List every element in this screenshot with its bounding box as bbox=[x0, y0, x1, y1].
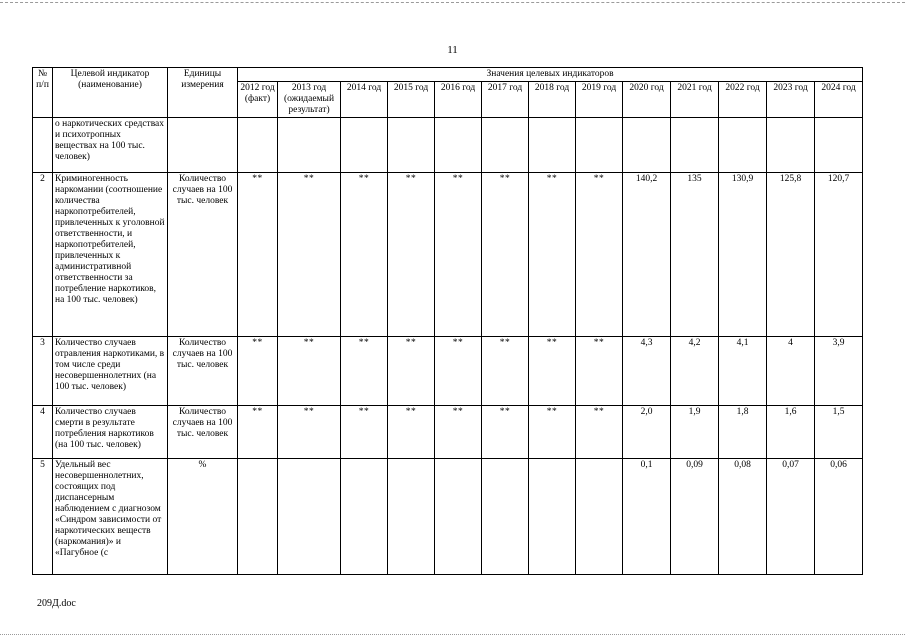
header-row-group bbox=[33, 68, 863, 82]
indicator-value: ** bbox=[529, 173, 576, 337]
header-year: 2019 год bbox=[576, 82, 623, 118]
indicator-value bbox=[435, 118, 482, 173]
row-number: 5 bbox=[33, 459, 53, 575]
indicator-value: ** bbox=[388, 173, 435, 337]
indicator-value: 140,2 bbox=[623, 173, 671, 337]
header-year: 2018 год bbox=[529, 82, 576, 118]
indicator-unit: % bbox=[168, 459, 238, 575]
indicator-value bbox=[341, 118, 388, 173]
indicator-value bbox=[435, 459, 482, 575]
indicator-name: Количество случаев отравления наркотиками, в том числе среди несовершеннолетних (на 100 тыс. человек) bbox=[53, 337, 168, 406]
footer-filename: 209Д.doc bbox=[37, 598, 76, 609]
header-values-group: Значения целевых индикаторов bbox=[238, 68, 863, 82]
indicator-value: 0,09 bbox=[671, 459, 719, 575]
indicator-value: 4 bbox=[767, 337, 815, 406]
indicator-value bbox=[576, 118, 623, 173]
table-row bbox=[33, 337, 863, 406]
header-year: 2012 год (факт) bbox=[238, 82, 278, 118]
indicator-value: 1,8 bbox=[719, 406, 767, 459]
indicator-unit: Количество случаев на 100 тыс. человек bbox=[168, 406, 238, 459]
scan-bottom-edge bbox=[0, 634, 905, 635]
indicator-value: 0,08 bbox=[719, 459, 767, 575]
indicator-value: 1,5 bbox=[815, 406, 863, 459]
indicator-value: ** bbox=[435, 337, 482, 406]
indicator-value bbox=[815, 118, 863, 173]
row-number bbox=[33, 118, 53, 173]
indicator-value: ** bbox=[576, 173, 623, 337]
indicator-value bbox=[529, 118, 576, 173]
indicator-value bbox=[238, 459, 278, 575]
row-number: 4 bbox=[33, 406, 53, 459]
indicator-value bbox=[719, 118, 767, 173]
indicator-value: 1,6 bbox=[767, 406, 815, 459]
header-num: № п/п bbox=[33, 68, 53, 118]
indicator-value: ** bbox=[529, 406, 576, 459]
indicator-value: ** bbox=[238, 173, 278, 337]
indicator-value: 0,07 bbox=[767, 459, 815, 575]
header-year: 2015 год bbox=[388, 82, 435, 118]
indicator-value: ** bbox=[388, 406, 435, 459]
indicator-value: ** bbox=[576, 337, 623, 406]
indicator-value: 120,7 bbox=[815, 173, 863, 337]
indicator-value bbox=[238, 118, 278, 173]
indicator-name: о наркотических средствах и психотропных веществах на 100 тыс. человек) bbox=[53, 118, 168, 173]
indicator-value: ** bbox=[341, 406, 388, 459]
table-row bbox=[33, 406, 863, 459]
indicator-value bbox=[388, 118, 435, 173]
header-unit: Единицы измерения bbox=[168, 68, 238, 118]
table-row bbox=[33, 459, 863, 575]
indicator-name: Удельный вес несовершеннолетних, состоящих под диспансерным наблюдением с диагнозом «Синдром зависимости от наркотических веществ (наркомания)» и «Пагубное (с bbox=[53, 459, 168, 575]
header-year: 2023 год bbox=[767, 82, 815, 118]
indicator-value: 135 bbox=[671, 173, 719, 337]
header-year: 2024 год bbox=[815, 82, 863, 118]
indicator-value: ** bbox=[435, 173, 482, 337]
table-row bbox=[33, 173, 863, 337]
indicator-value: 2,0 bbox=[623, 406, 671, 459]
indicator-value: ** bbox=[388, 337, 435, 406]
table-row bbox=[33, 118, 863, 173]
indicator-value: ** bbox=[482, 337, 529, 406]
indicator-value: ** bbox=[482, 173, 529, 337]
indicator-value: 1,9 bbox=[671, 406, 719, 459]
indicator-value: ** bbox=[341, 173, 388, 337]
header-year: 2020 год bbox=[623, 82, 671, 118]
indicator-value: 3,9 bbox=[815, 337, 863, 406]
indicator-value: 0,1 bbox=[623, 459, 671, 575]
indicator-value: ** bbox=[341, 337, 388, 406]
indicator-value bbox=[671, 118, 719, 173]
indicator-value bbox=[278, 459, 341, 575]
indicator-value bbox=[529, 459, 576, 575]
table-body bbox=[33, 118, 863, 575]
indicator-value: ** bbox=[482, 406, 529, 459]
indicator-value bbox=[623, 118, 671, 173]
header-year: 2022 год bbox=[719, 82, 767, 118]
header-year: 2016 год bbox=[435, 82, 482, 118]
indicator-value bbox=[767, 118, 815, 173]
indicator-value: ** bbox=[278, 406, 341, 459]
row-number: 2 bbox=[33, 173, 53, 337]
header-year: 2014 год bbox=[341, 82, 388, 118]
indicator-value bbox=[576, 459, 623, 575]
row-number: 3 bbox=[33, 337, 53, 406]
header-year: 2013 год (ожидаемый результат) bbox=[278, 82, 341, 118]
indicator-value: ** bbox=[238, 406, 278, 459]
header-year: 2017 год bbox=[482, 82, 529, 118]
indicator-value: 4,2 bbox=[671, 337, 719, 406]
indicator-value: ** bbox=[278, 337, 341, 406]
indicator-value: ** bbox=[238, 337, 278, 406]
indicator-unit bbox=[168, 118, 238, 173]
header-indicator: Целевой индикатор (наименование) bbox=[53, 68, 168, 118]
indicator-value bbox=[482, 118, 529, 173]
indicator-value: ** bbox=[278, 173, 341, 337]
indicator-value bbox=[341, 459, 388, 575]
indicator-value bbox=[482, 459, 529, 575]
indicator-value: ** bbox=[529, 337, 576, 406]
indicator-unit: Количество случаев на 100 тыс. человек bbox=[168, 173, 238, 337]
indicator-value: 130,9 bbox=[719, 173, 767, 337]
indicator-value: 0,06 bbox=[815, 459, 863, 575]
scan-top-edge bbox=[0, 2, 905, 3]
indicator-name: Криминогенность наркомании (соотношение количества наркопотребителей, привлеченных к уголовной ответственности, и наркопотребителей, привлеченных к административной ответственности за потребление наркотиков, на 100 тыс. человек) bbox=[53, 173, 168, 337]
indicator-value: ** bbox=[435, 406, 482, 459]
page-number: 11 bbox=[447, 44, 458, 56]
header-year: 2021 год bbox=[671, 82, 719, 118]
indicator-value: 125,8 bbox=[767, 173, 815, 337]
indicator-value: 4,3 bbox=[623, 337, 671, 406]
indicator-unit: Количество случаев на 100 тыс. человек bbox=[168, 337, 238, 406]
indicator-value bbox=[278, 118, 341, 173]
indicator-value bbox=[388, 459, 435, 575]
indicator-name: Количество случаев смерти в результате потребления наркотиков (на 100 тыс. человек) bbox=[53, 406, 168, 459]
indicator-value: 4,1 bbox=[719, 337, 767, 406]
indicator-value: ** bbox=[576, 406, 623, 459]
indicators-table bbox=[32, 67, 863, 575]
